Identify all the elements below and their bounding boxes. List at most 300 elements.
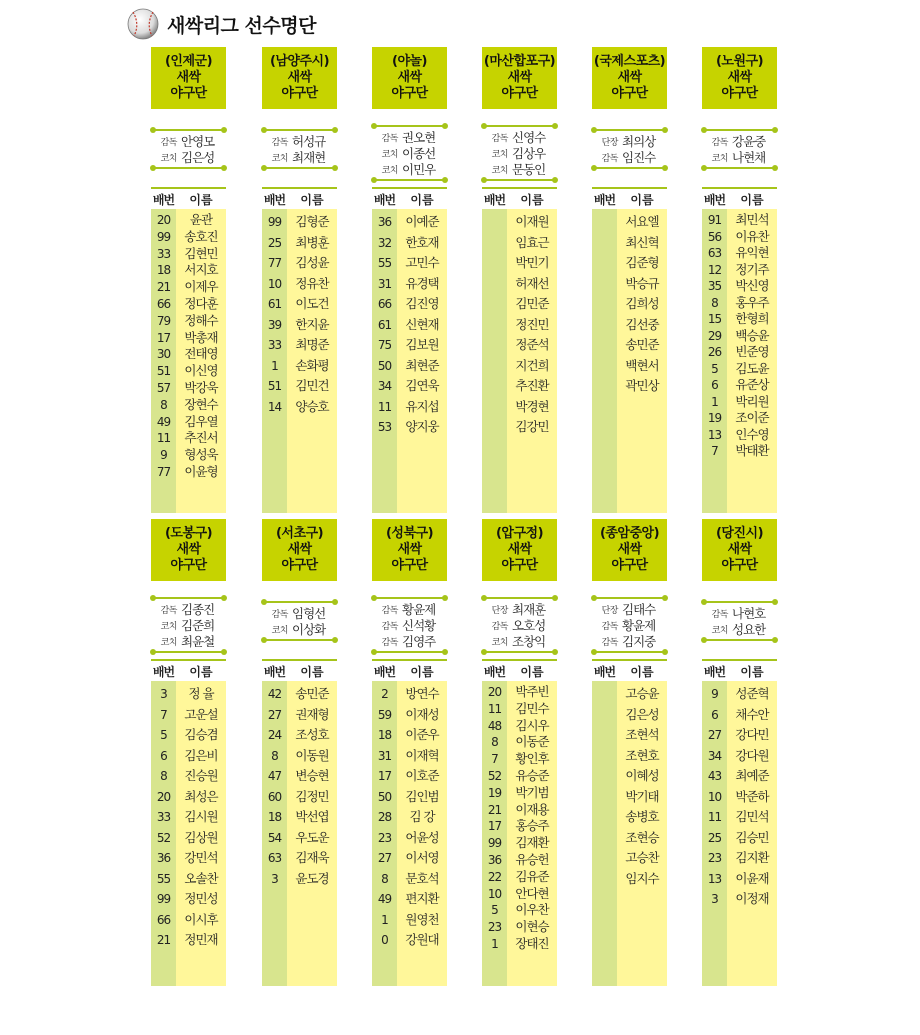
player-number: [592, 807, 617, 828]
player-name: 박강욱: [184, 379, 218, 395]
team-name-line: 야구단: [281, 558, 318, 573]
player-number: [592, 356, 617, 377]
player-name: 문호석: [405, 870, 439, 886]
number-column: [151, 209, 176, 513]
staff-name: 이민우: [402, 162, 436, 177]
player-number: 30: [156, 347, 171, 362]
player-name: 정다훈: [184, 295, 218, 311]
staff-role: 코치: [381, 149, 398, 160]
player-number: 61: [267, 297, 282, 311]
team-name-line: (압구정): [495, 526, 544, 541]
staff-name: 성요한: [732, 622, 766, 637]
player-name: 채수안: [735, 706, 769, 722]
player-number: [592, 725, 617, 746]
roster-header: [151, 659, 226, 681]
staff-role: 단장: [491, 605, 508, 616]
player-name: 최명준: [295, 337, 329, 352]
player-number: [482, 294, 507, 315]
player-number: 3: [271, 871, 278, 886]
player-name: 김우열: [184, 413, 218, 429]
player-name: 조이준: [735, 410, 769, 425]
player-number: [592, 684, 617, 705]
team-card: [151, 47, 226, 479]
player-number: [482, 233, 507, 254]
player-name: 김준형: [625, 255, 659, 270]
player-number: 15: [707, 312, 722, 326]
player-name: 이재성: [405, 706, 439, 722]
player-number: 33: [156, 246, 171, 261]
player-number: 33: [267, 338, 282, 352]
name-column: [507, 209, 557, 513]
player-name: 형성욱: [184, 447, 218, 463]
player-name: 김현민: [184, 245, 218, 261]
player-number: 51: [267, 379, 282, 393]
staff-role: 감독: [491, 133, 508, 144]
roster-table: [372, 187, 447, 513]
player-name: 김정민: [295, 788, 329, 804]
staff-role: 코치: [160, 621, 177, 632]
player-name: 이유찬: [735, 228, 769, 244]
roster-table: [262, 187, 337, 513]
player-number: 13: [707, 427, 722, 442]
player-number: 25: [267, 235, 282, 250]
staff-name: 김영주: [402, 634, 436, 649]
staff-row: [372, 161, 447, 177]
player-name: 송민준: [625, 337, 659, 352]
staff-name: 문동인: [512, 162, 546, 177]
player-number: 31: [377, 276, 392, 291]
team-name-line: 새싹: [727, 542, 752, 557]
staff-name: 최의상: [622, 134, 656, 149]
player-number: 25: [707, 830, 722, 845]
team-name-header: [372, 519, 447, 581]
player-name: 조현석: [625, 727, 659, 742]
player-number: 6: [160, 748, 167, 763]
team-name-line: (당진시): [715, 526, 764, 541]
player-name: 박기범: [515, 784, 549, 800]
divider: [704, 639, 775, 641]
team-name-line: (남양주시): [269, 54, 330, 69]
player-name: 김강민: [515, 419, 549, 434]
staff-row: [592, 133, 667, 149]
player-name: 고운설: [184, 706, 218, 722]
page-header: [126, 6, 316, 42]
player-number: 99: [156, 229, 171, 244]
player-name: 홍우주: [735, 294, 769, 310]
team-card: [372, 519, 447, 947]
player-number: 20: [487, 685, 502, 699]
staff-row: [592, 149, 667, 165]
player-number: 18: [156, 263, 171, 278]
player-number: 6: [711, 378, 718, 392]
staff-row: [482, 129, 557, 145]
player-name: 서요엘: [625, 214, 659, 229]
player-number: [482, 417, 507, 438]
divider: [594, 597, 665, 599]
player-number: [592, 746, 617, 767]
staff-role: 감독: [381, 621, 398, 632]
player-name: 황인후: [515, 751, 549, 767]
divider: [704, 129, 775, 131]
player-name: 정해수: [184, 312, 218, 328]
name-header: 이름: [300, 664, 324, 679]
team-name-line: 야구단: [170, 86, 207, 101]
player-number: 11: [377, 399, 392, 414]
player-name: 고승윤: [625, 686, 659, 701]
name-column: [617, 681, 667, 986]
name-header: 이름: [189, 192, 213, 207]
player-name: 이신영: [184, 363, 218, 379]
player-number: [592, 294, 617, 315]
team-name-line: 새싹: [727, 70, 752, 85]
player-number: 11: [487, 701, 502, 716]
player-number: 7: [160, 707, 167, 722]
divider: [374, 597, 445, 599]
name-header: 이름: [740, 192, 764, 207]
player-name: 강민석: [184, 850, 218, 865]
player-name: 박신영: [735, 278, 769, 293]
player-name: 우도운: [295, 829, 329, 845]
player-name: 장태진: [515, 935, 549, 951]
staff-role: 감독: [711, 137, 728, 148]
player-number: 31: [377, 748, 392, 763]
team-name-line: (도봉구): [164, 526, 213, 541]
staff-role: 코치: [491, 637, 508, 648]
player-number: 43: [707, 769, 722, 783]
number-column: [592, 209, 617, 513]
player-number: 48: [487, 718, 502, 733]
player-name: 김민석: [735, 809, 769, 824]
staff-role: 코치: [491, 165, 508, 176]
player-number: 27: [707, 728, 722, 742]
team-card: [702, 47, 777, 458]
player-name: 성준혁: [735, 686, 769, 701]
team-card: [262, 47, 337, 414]
player-name: 김도윤: [735, 360, 769, 376]
divider: [484, 597, 555, 599]
divider: [484, 125, 555, 127]
player-number: 66: [156, 912, 171, 927]
staff-name: 최재현: [292, 150, 326, 165]
divider: [484, 651, 555, 653]
staff-block: [592, 129, 667, 169]
name-header: 이름: [630, 664, 654, 679]
player-name: 이동준: [515, 734, 549, 750]
team-name-line: (노원구): [715, 54, 764, 69]
team-name-line: 야구단: [611, 86, 648, 101]
player-name: 이제우: [184, 279, 218, 295]
staff-role: 감독: [160, 605, 177, 616]
player-number: [482, 274, 507, 295]
name-column: [176, 681, 226, 986]
player-name: 이현승: [515, 919, 549, 935]
name-column: [397, 209, 447, 513]
name-column: [507, 681, 557, 986]
player-name: 김민수: [515, 700, 549, 716]
player-number: 49: [377, 892, 392, 906]
number-header: 배번: [152, 664, 175, 679]
player-number: 29: [707, 328, 722, 343]
number-header: 배번: [703, 664, 726, 679]
player-name: 서지호: [184, 262, 218, 278]
player-number: 27: [267, 707, 282, 722]
player-number: 75: [377, 338, 392, 352]
player-number: 21: [156, 933, 171, 947]
player-number: [592, 848, 617, 869]
number-header: 배번: [263, 192, 286, 207]
team-card: [482, 519, 557, 951]
player-number: 20: [156, 213, 171, 227]
player-number: 21: [487, 802, 502, 817]
player-name: 유경택: [405, 275, 439, 291]
staff-name: 김상우: [512, 146, 546, 161]
team-name-line: 야구단: [501, 558, 538, 573]
staff-row: [151, 133, 226, 149]
player-name: 변승현: [295, 768, 329, 783]
number-column: [262, 209, 287, 513]
divider: [594, 651, 665, 653]
number-header: 배번: [373, 192, 396, 207]
roster-header: [702, 659, 777, 681]
player-number: 5: [491, 903, 498, 918]
player-name: 김승겸: [184, 727, 218, 742]
player-number: 33: [156, 810, 171, 824]
player-number: 50: [377, 789, 392, 804]
staff-block: [592, 597, 667, 653]
staff-row: [262, 133, 337, 149]
name-column: [727, 209, 777, 513]
divider: [374, 125, 445, 127]
player-name: 이서영: [405, 850, 439, 865]
player-number: 51: [156, 364, 171, 379]
player-number: 23: [707, 851, 722, 865]
staff-role: 코치: [711, 625, 728, 636]
staff-role: 코치: [711, 153, 728, 164]
player-name: 김선중: [625, 316, 659, 332]
player-name: 김상원: [184, 829, 218, 845]
roster-table: [262, 659, 337, 986]
staff-row: [262, 621, 337, 637]
player-number: 18: [377, 728, 392, 742]
team-name-line: (마산합포구): [483, 54, 556, 69]
player-name: 김인범: [405, 788, 439, 804]
player-name: 지건희: [515, 357, 549, 373]
player-number: 79: [156, 313, 171, 328]
player-number: [592, 787, 617, 808]
team-name-line: 야구단: [391, 558, 428, 573]
team-card: [151, 519, 226, 947]
player-name: 김유준: [515, 868, 549, 884]
player-name: 한지윤: [295, 316, 329, 332]
staff-row: [151, 633, 226, 649]
player-number: 55: [377, 256, 392, 270]
staff-role: 감독: [160, 137, 177, 148]
staff-role: 단장: [601, 605, 618, 616]
team-name-line: 야구단: [721, 86, 758, 101]
team-card: [262, 519, 337, 886]
name-header: 이름: [740, 664, 764, 679]
divider: [374, 179, 445, 181]
player-name: 조성호: [295, 727, 329, 742]
player-number: 14: [267, 399, 282, 414]
number-column: [372, 681, 397, 986]
player-number: 8: [160, 397, 167, 412]
player-number: 8: [271, 748, 278, 763]
staff-name: 최재훈: [512, 602, 546, 617]
roster-table: [151, 187, 226, 513]
name-column: [727, 681, 777, 986]
player-number: 60: [267, 789, 282, 804]
player-name: 이도건: [295, 296, 329, 311]
player-number: 5: [160, 728, 167, 742]
player-number: 1: [381, 912, 388, 927]
name-column: [397, 681, 447, 986]
staff-name: 오호성: [512, 618, 546, 633]
player-name: 박총재: [184, 329, 218, 345]
roster-header: [482, 659, 557, 681]
player-name: 임효근: [515, 234, 549, 250]
name-header: 이름: [410, 664, 434, 679]
number-column: [151, 681, 176, 986]
baseball-icon: [126, 7, 160, 41]
player-number: 36: [156, 851, 171, 865]
player-name: 박기태: [625, 788, 659, 804]
player-name: 정민재: [184, 932, 218, 947]
player-number: 66: [377, 297, 392, 311]
team-name-line: 새싹: [287, 70, 312, 85]
roster-header: [372, 659, 447, 681]
player-name: 유지섭: [405, 398, 439, 414]
player-name: 송병호: [625, 809, 659, 824]
team-name-header: [482, 47, 557, 109]
player-number: 52: [487, 768, 502, 783]
player-name: 권재형: [295, 706, 329, 722]
player-number: 77: [267, 256, 282, 270]
player-name: 김희성: [625, 296, 659, 311]
player-name: 윤도경: [295, 870, 329, 886]
staff-row: [592, 633, 667, 649]
roster-table: [592, 659, 667, 986]
player-name: 유준상: [735, 377, 769, 392]
player-name: 이시후: [184, 911, 218, 927]
staff-role: 코치: [271, 625, 288, 636]
player-name: 이윤재: [735, 870, 769, 886]
player-number: 57: [156, 380, 171, 395]
player-name: 김은비: [184, 747, 218, 763]
staff-name: 김종진: [181, 602, 215, 617]
player-name: 박리원: [735, 393, 769, 409]
player-number: [592, 766, 617, 787]
player-number: 32: [377, 235, 392, 250]
player-number: 3: [160, 687, 167, 701]
player-name: 이정재: [735, 891, 769, 906]
name-header: 이름: [300, 192, 324, 207]
player-name: 인수영: [735, 426, 769, 442]
staff-role: 감독: [491, 621, 508, 632]
player-number: 10: [487, 886, 502, 901]
player-number: [482, 253, 507, 274]
staff-block: [372, 597, 447, 653]
staff-name: 임진수: [622, 150, 656, 165]
player-number: 6: [711, 707, 718, 722]
staff-row: [372, 601, 447, 617]
player-number: [482, 397, 507, 418]
player-name: 정준석: [515, 337, 549, 352]
player-name: 이준우: [405, 727, 439, 742]
player-name: 김승민: [735, 829, 769, 845]
staff-role: 단장: [601, 137, 618, 148]
player-name: 이재용: [515, 801, 549, 817]
player-number: 50: [377, 358, 392, 373]
player-number: 11: [156, 431, 171, 446]
roster-header: [592, 659, 667, 681]
staff-name: 이상화: [292, 622, 326, 637]
staff-row: [372, 145, 447, 161]
staff-block: [372, 125, 447, 181]
team-name-line: 야구단: [391, 86, 428, 101]
team-card: [592, 47, 667, 393]
roster-header: [592, 187, 667, 209]
roster-table: [482, 187, 557, 513]
player-name: 이재혁: [405, 747, 439, 763]
player-name: 김진영: [405, 296, 439, 311]
player-number: [482, 315, 507, 336]
number-column: [262, 681, 287, 986]
team-card: [592, 519, 667, 886]
player-number: 49: [156, 414, 171, 429]
team-name-line: 새싹: [287, 542, 312, 557]
player-name: 박승규: [625, 275, 659, 291]
player-name: 김재욱: [295, 850, 329, 865]
player-number: 9: [711, 687, 718, 701]
player-name: 이혜성: [625, 768, 659, 783]
player-number: 61: [377, 317, 392, 332]
staff-block: [151, 129, 226, 169]
divider: [264, 129, 335, 131]
team-name-line: 야구단: [501, 86, 538, 101]
player-number: 99: [487, 836, 502, 851]
player-name: 정유찬: [295, 275, 329, 291]
number-header: 배번: [593, 192, 616, 207]
divider: [153, 129, 224, 131]
roster-table: [702, 187, 777, 513]
staff-name: 김지중: [622, 634, 656, 649]
player-number: 9: [160, 448, 167, 463]
player-name: 이호준: [405, 768, 439, 783]
player-number: 42: [267, 687, 282, 701]
divider: [594, 167, 665, 169]
staff-row: [151, 617, 226, 633]
staff-name: 임형선: [292, 606, 326, 621]
player-name: 빈준영: [735, 344, 769, 359]
player-number: 2: [381, 687, 388, 701]
name-column: [287, 209, 337, 513]
player-name: 오솔찬: [184, 870, 218, 886]
player-name: 양승호: [295, 398, 329, 414]
player-number: 24: [267, 728, 282, 742]
player-name: 이동원: [295, 747, 329, 763]
team-name-line: 새싹: [176, 542, 201, 557]
player-name: 강다민: [735, 727, 769, 742]
roster-table: [372, 659, 447, 986]
name-column: [617, 209, 667, 513]
staff-role: 코치: [160, 637, 177, 648]
team-name-header: [262, 47, 337, 109]
roster-header: [151, 187, 226, 209]
player-name: 조현승: [625, 829, 659, 845]
player-number: 19: [707, 411, 722, 425]
player-name: 진승원: [184, 768, 218, 783]
